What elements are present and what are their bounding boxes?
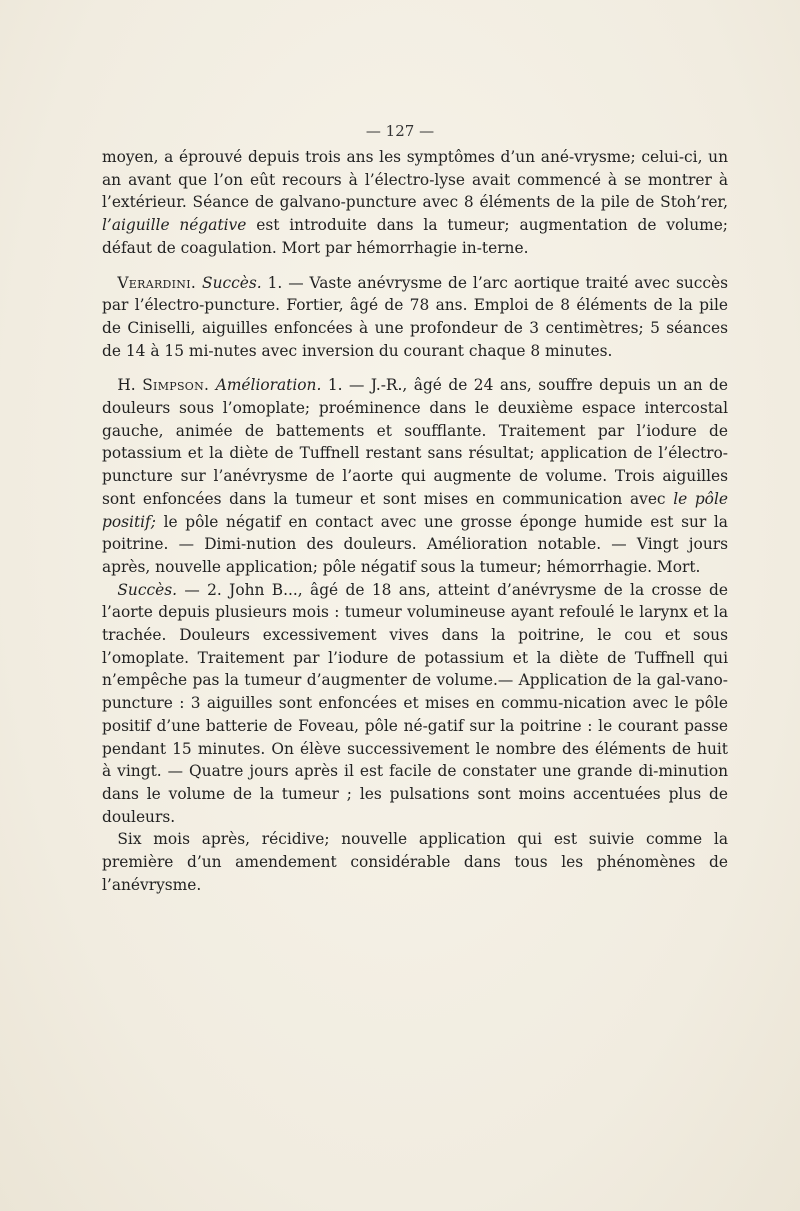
author-name-simpson: Simpson. — [142, 376, 210, 395]
paragraph-verardini-text: 1. — Vaste anévrysme de l’arc aortique traité avec succès par l’électro-puncture. Fortier, âgé de 78 ans. Emploi de 8 éléments de la pile de Ciniselli, aiguilles enfoncées à une profondeur de 3 centimètres; 5 séances de 14 à 15 mi-nutes avec inversion du courant chaque 8 minutes. — [102, 273, 728, 360]
paragraph-john-b-text: — 2. John B..., âgé de 18 ans, atteint d’anévrysme de la crosse de l’aorte depuis plusieurs mois : tumeur volumineuse ayant refoulé le larynx et la trachée. Douleurs excessivement vives dans la poitrine, le cou et sous l’omoplate. Traitement par l’iodure de potassium et la diète de Tuffnell qui n’empêche pas la tumeur d’augmenter de volume.— Application de la gal-vano-puncture : 3 aiguilles sont enfoncées et mises en commu-nication avec le pôle positif d’une batterie de Foveau, pôle né-gatif sur la poitrine : le courant passe pendant 15 minutes. On élève successivement le nombre des éléments de huit à vingt. — Quatre jours après il est facile de constater une grande di-minution dans le volume de la tumeur ; les pulsations sont moins accentuées plus de douleurs. — [102, 580, 728, 826]
result-label-succes-1: Succès. — [202, 273, 262, 292]
paragraph-1-italic: l’aiguille négative — [102, 216, 247, 235]
result-label-amelioration: Amélioration. — [215, 376, 322, 395]
paragraph-six-mois-text: Six mois après, récidive; nouvelle application qui est suivie comme la première d’un amendement considérable dans tous les phénomènes de l’anévrysme. — [102, 830, 728, 894]
paragraph-verardini — [102, 272, 728, 363]
paragraph-1 — [102, 146, 728, 260]
paragraph-simpson-end: le pôle négatif en contact avec une grosse éponge humide est sur la poitrine. — Dimi-nution des douleurs. Amélioration notable. — Vingt jours après, nouvelle application; pôle négatif sous la tumeur; hémorrhagie. Mort. — [102, 512, 728, 576]
author-initial-simpson: H. — [117, 376, 136, 395]
result-label-succes-2: Succès. — [117, 580, 177, 599]
body-text — [102, 146, 728, 897]
paragraph-simpson — [102, 374, 728, 578]
paragraph-simpson-italic: le pôle positif; — [102, 489, 728, 531]
paragraph-six-mois — [102, 828, 728, 896]
paragraph-1-text: moyen, a éprouvé depuis trois ans les symptômes d’un ané-vrysme; celui-ci, un an avant que l’on eût recours à l’électro-lyse avait commencé à se montrer à l’extérieur. Séance de galvano-puncture avec 8 éléments de la pile de Stoh’rer, — [102, 148, 728, 212]
paragraph-john-b — [102, 579, 728, 829]
paragraph-simpson-text: 1. — J.-R., âgé de 24 ans, souffre depuis un an de douleurs sous l’omoplate; proéminence dans le deuxième espace intercostal gauche, animée de battements et soufflante. Traitement par l’iodure de potassium et la diète de Tuffnell restant sans résultat; application de l’électro-puncture sur l’anévrysme de l’aorte qui augmente de volume. Trois aiguilles sont enfoncées dans la tumeur et sont mises en communication avec — [102, 376, 728, 508]
page-number: — 127 — — [365, 122, 435, 140]
paragraph-1-end: est introduite dans la tumeur; augmentation de volume; défaut de coagulation. Mort par hémorrhagie in-terne. — [102, 216, 728, 257]
author-name-verardini: Verardini. — [117, 273, 197, 292]
